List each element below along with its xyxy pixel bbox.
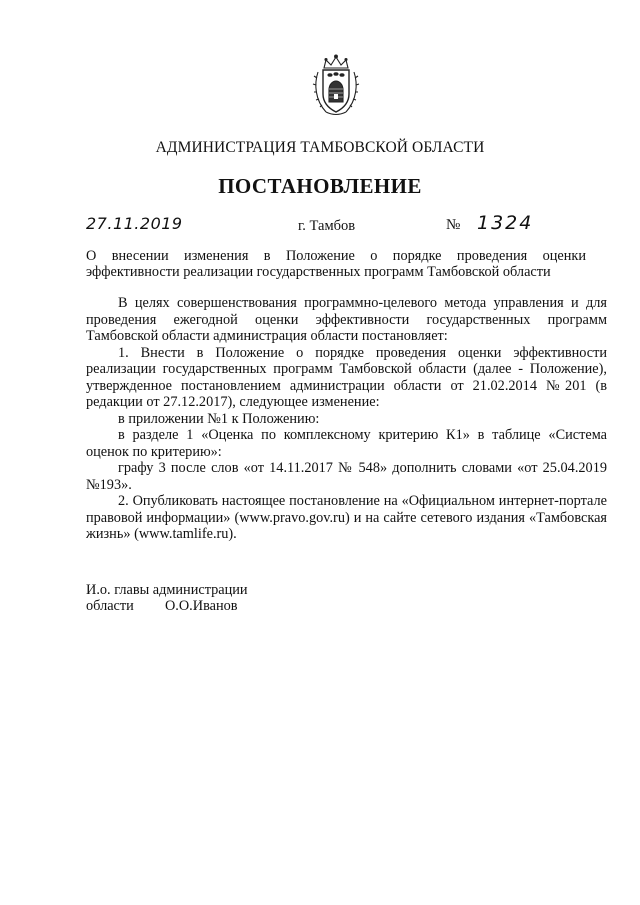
document-body [86,295,607,543]
signature-position-line2: области [86,598,134,614]
body-paragraph-item-1: 1. Внести в Положение о порядке проведения оценки эффективности реализации государственных программ Тамбовской области (далее - Положение), утвержденное постановлением администрации области от 21.02.2014 №201 (в редакции от 27.12.2017), следующее изменение: [86,344,607,410]
signature-line2 [86,598,346,614]
body-paragraph-appendix: в приложении №1 к Положению: [118,410,320,427]
body-paragraph-column: графу 3 после слов «от 14.11.2017 № 548» дополнить словами «от 25.04.2019 №193». [86,460,607,493]
document-type-title: ПОСТАНОВЛЕНИЕ [218,174,422,198]
document-city: г. Тамбов [298,218,356,234]
signature-position-line1: И.о. главы администрации [86,582,248,598]
document-number: 1324 [477,212,534,234]
number-sign: № [446,217,461,233]
body-paragraph-section: в разделе 1 «Оценка по комплексному критерию К1» в таблице «Система оценок по критерию»: [86,427,607,460]
coat-of-arms-icon [312,54,360,120]
body-paragraph-preamble: В целях совершенствования программно-целевого метода управления и для проведения ежегодной оценки эффективности государственных программ Тамбовской области администрация области постановляет: [86,295,607,344]
body-paragraph-item-2: 2. Опубликовать настоящее постановление на «Официальном интернет-портале правовой информации» (www.pravo.gov.ru) и на сайте сетевого издания «Тамбовская жизнь» (www.tamlife.ru). [86,493,607,542]
organization-name: АДМИНИСТРАЦИЯ ТАМБОВСКОЙ ОБЛАСТИ [155,139,485,156]
signature-block [86,582,346,614]
document-date: 27.11.2019 [86,214,183,233]
signatory-name: О.О.Иванов [164,598,238,614]
document-subject: О внесении изменения в Положение о порядке проведения оценки эффективности реализации государственных программ Тамбовской области [86,248,586,280]
